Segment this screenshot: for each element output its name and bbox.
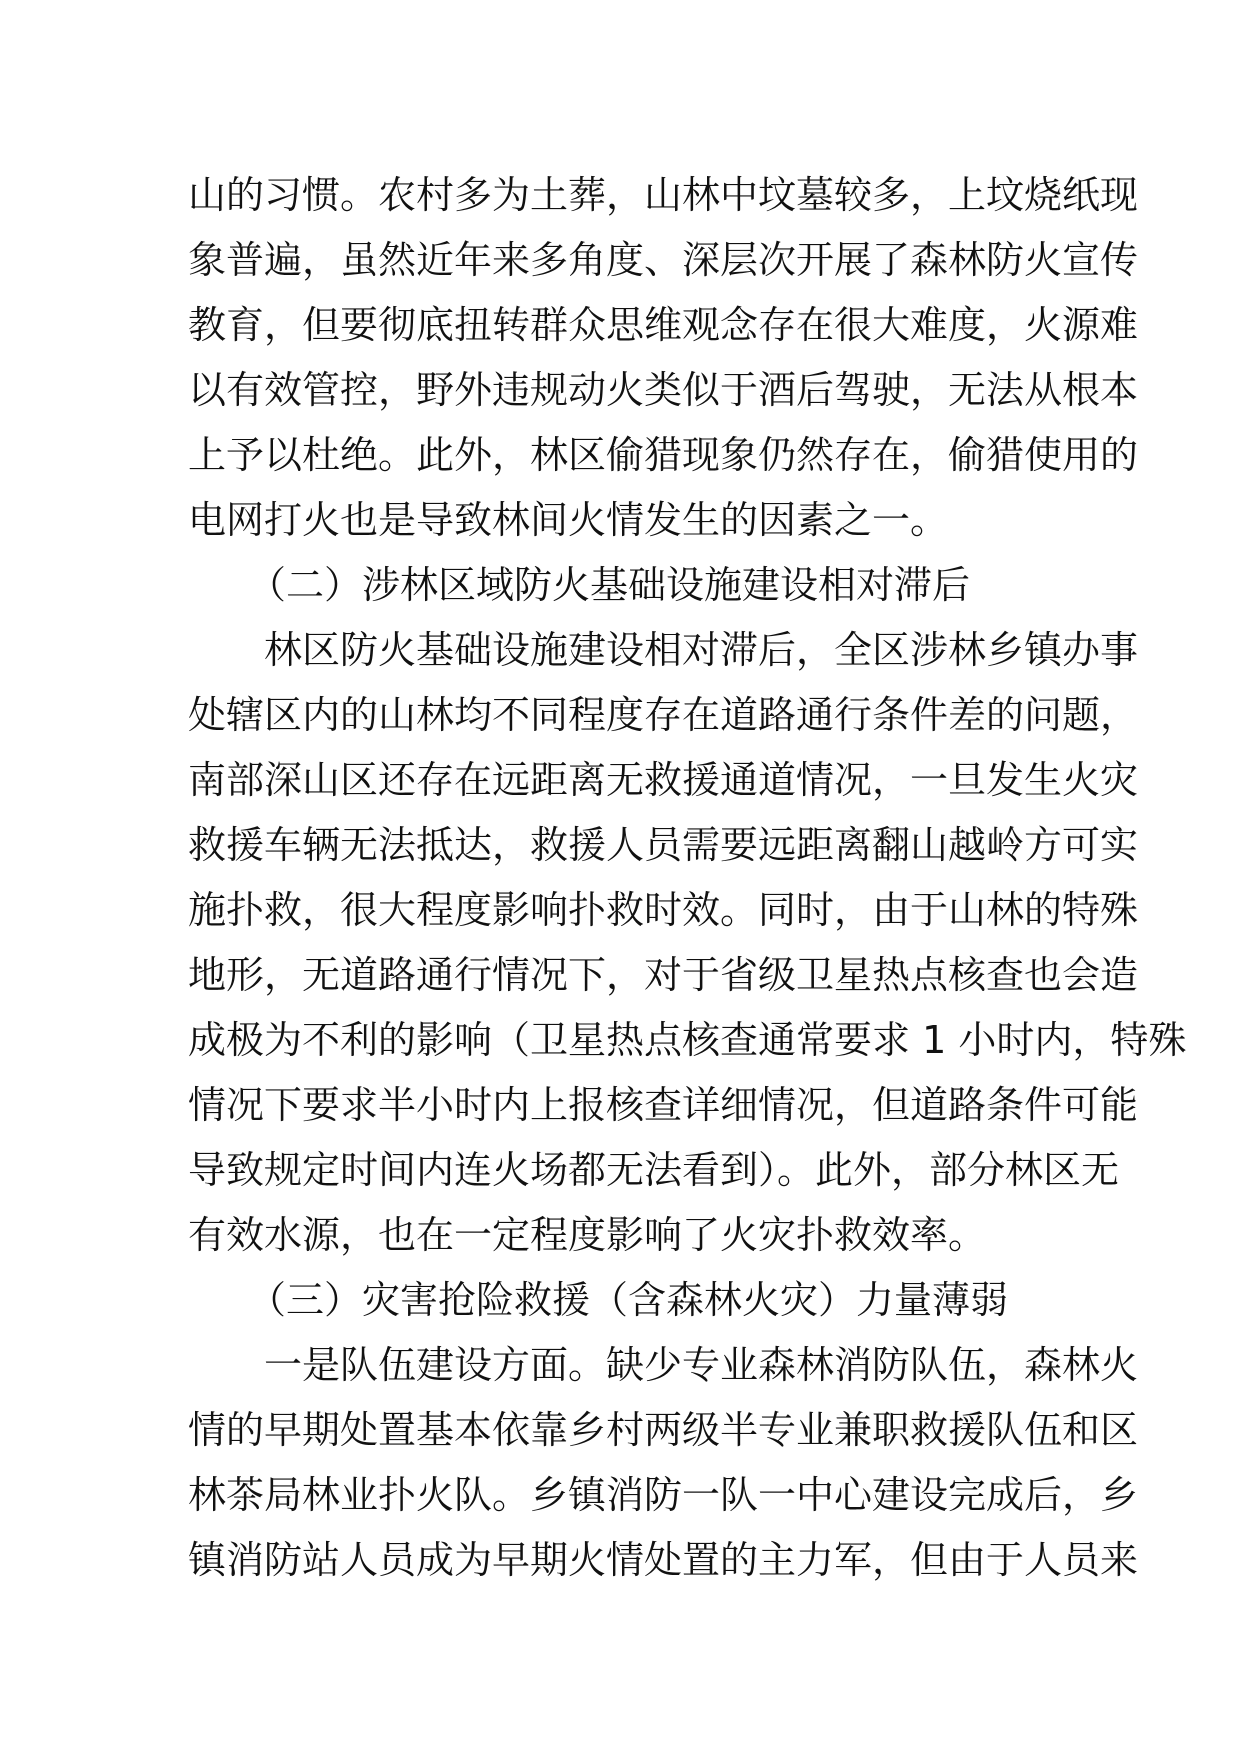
text-line: 导致规定时间内连火场都无法看到）。此外，部分林区无 xyxy=(188,1148,1120,1192)
text-line: 电网打火也是导致林间火情发生的因素之一。 xyxy=(188,498,949,542)
text-line: 林茶局林业扑火队。乡镇消防一队一中心建设完成后，乡 xyxy=(188,1473,1139,1517)
text-line: 镇消防站人员成为早期火情处置的主力军，但由于人员来 xyxy=(188,1538,1139,1582)
section-heading: （三）灾害抢险救援（含森林火灾）力量薄弱 xyxy=(248,1278,1009,1322)
section-heading: （二）涉林区域防火基础设施建设相对滞后 xyxy=(248,563,971,607)
text-line: 成极为不利的影响（卫星热点核查通常要求 1 小时内，特殊 xyxy=(188,1018,1187,1062)
text-line: 南部深山区还存在远距离无救援通道情况，一旦发生火灾 xyxy=(188,758,1139,802)
text-line: 象普遍，虽然近年来多角度、深层次开展了森林防火宣传 xyxy=(188,238,1139,282)
text-line: 情的早期处置基本依靠乡村两级半专业兼职救援队伍和区 xyxy=(188,1408,1139,1452)
text-line: 地形，无道路通行情况下，对于省级卫星热点核查也会造 xyxy=(188,953,1139,997)
text-line: 情况下要求半小时内上报核查详细情况，但道路条件可能 xyxy=(188,1083,1139,1127)
text-line: 山的习惯。农村多为土葬，山林中坟墓较多，上坟烧纸现 xyxy=(188,173,1139,217)
paragraph-first-line: 林区防火基础设施建设相对滞后，全区涉林乡镇办事 xyxy=(264,628,1139,672)
text-line: 有效水源，也在一定程度影响了火灾扑救效率。 xyxy=(188,1213,987,1257)
text-line: 上予以杜绝。此外，林区偷猎现象仍然存在，偷猎使用的 xyxy=(188,433,1139,477)
text-line: 施扑救，很大程度影响扑救时效。同时，由于山林的特殊 xyxy=(188,888,1139,932)
text-line: 处辖区内的山林均不同程度存在道路通行条件差的问题， xyxy=(188,693,1139,737)
text-line: 以有效管控，野外违规动火类似于酒后驾驶，无法从根本 xyxy=(188,368,1139,412)
paragraph-first-line: 一是队伍建设方面。缺少专业森林消防队伍，森林火 xyxy=(264,1343,1139,1387)
text-line: 救援车辆无法抵达，救援人员需要远距离翻山越岭方可实 xyxy=(188,823,1139,867)
body-text xyxy=(188,163,1187,1593)
text-line: 教育，但要彻底扭转群众思维观念存在很大难度，火源难 xyxy=(188,303,1139,347)
